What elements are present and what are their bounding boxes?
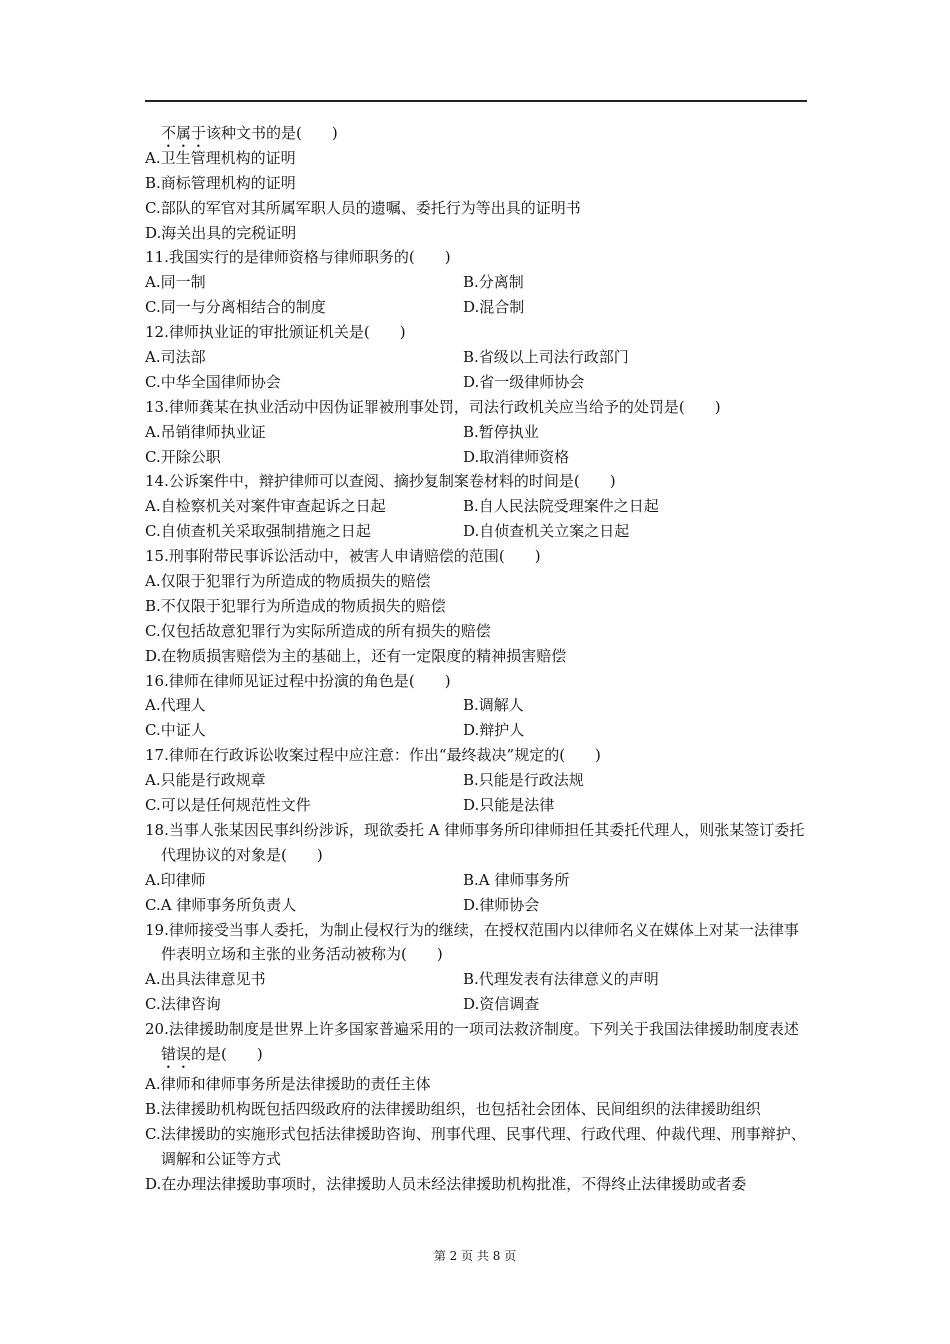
q10-stem-continuation: 不属于该种文书的是( ) [161,124,338,142]
q18-option-a: A.印律师 [145,870,206,889]
q10-option-c: C.部队的军官对其所属军职人员的遗嘱、委托行为等出具的证明书 [145,198,581,217]
q12-option-c: C.中华全国律师协会 [145,372,281,391]
q10-option-b: B.商标管理机构的证明 [145,173,296,192]
q18-option-d: D.律师协会 [463,895,540,914]
q12-stem: 12.律师执业证的审批颁证机关是( ) [145,323,406,342]
q16-option-c: C.中证人 [145,721,206,740]
q16-options-row1 [145,693,809,718]
q14-option-b: B.自人民法院受理案件之日起 [463,497,659,516]
q14-options-row1 [145,494,809,519]
q18-stem: 18.当事人张某因民事纠纷涉诉，现欲委托 A 律师事务所印律师担任其委托代理人，则张某签订委托代理协议的对象是( ) [145,820,805,864]
q20-stem: 20.法律援助制度是世界上许多国家普遍采用的一项司法救济制度。下列关于我国法律援助制度表述错误的是( ) [145,1020,799,1064]
q15-option-a: A.仅限于犯罪行为所造成的物质损失的赔偿 [145,572,431,591]
q17-options-row2 [145,793,809,818]
q16-stem: 16.律师在律师见证过程中扮演的角色是( ) [145,671,451,690]
q13-options-row1 [145,420,809,445]
q12-option-d: D.省一级律师协会 [463,372,585,391]
q12-options-row1 [145,345,809,370]
q11-option-a: A.同一制 [145,273,206,292]
q10-option-a: A.卫生管理机构的证明 [145,148,296,167]
q13-option-b: B.暂停执业 [463,422,539,441]
q17-stem: 17.律师在行政诉讼收案过程中应注意：作出“最终裁决”规定的( ) [145,746,601,765]
q15-option-d: D.在物质损害赔偿为主的基础上，还有一定限度的精神损害赔偿 [145,646,567,665]
q20-option-b: B.法律援助机构既包括四级政府的法律援助组织，也包括社会团体、民间组织的法律援助组织 [145,1099,761,1118]
q11-option-c: C.同一与分离相结合的制度 [145,298,326,317]
q14-option-c: C.自侦查机关采取强制措施之日起 [145,522,371,541]
q11-options-row2 [145,295,809,320]
header-rule [145,100,807,102]
q11-options-row1 [145,270,809,295]
q17-options-row1 [145,768,809,793]
q14-stem: 14.公诉案件中，辩护律师可以查阅、摘抄复制案卷材料的时间是( ) [145,472,616,491]
q11-option-d: D.混合制 [463,298,525,317]
q13-stem: 13.律师龚某在执业活动中因伪证罪被刑事处罚，司法行政机关应当给予的处罚是( ) [145,397,721,416]
page-number-footer: 第 2 页 共 8 页 [433,1249,517,1263]
q13-option-c: C.开除公职 [145,447,221,466]
q19-stem: 19.律师接受当事人委托，为制止侵权行为的继续，在授权范围内以律师名义在媒体上对某一法律事件表明立场和主张的业务活动被称为( ) [145,920,799,964]
q16-option-d: D.辩护人 [463,721,525,740]
q20-option-d: D.在办理法律援助事项时，法律援助人员未经法律援助机构批准，不得终止法律援助或者委 [145,1174,747,1193]
q16-options-row2 [145,718,809,743]
q15-option-c: C.仅包括故意犯罪行为实际所造成的所有损失的赔偿 [145,621,491,640]
q14-options-row2 [145,519,809,544]
q13-option-d: D.取消律师资格 [463,447,570,466]
q18-options-row2 [145,893,809,918]
q17-option-d: D.只能是法律 [463,796,555,815]
q17-option-a: A.只能是行政规章 [145,771,266,790]
q19-option-c: C.法律咨询 [145,995,221,1014]
q17-option-c: C.可以是任何规范性文件 [145,796,311,815]
q16-option-b: B.调解人 [463,696,524,715]
q13-options-row2 [145,445,809,470]
q11-stem: 11.我国实行的是律师资格与律师职务的( ) [145,248,451,267]
q11-option-b: B.分离制 [463,273,524,292]
q12-option-a: A.司法部 [145,348,206,367]
q19-option-a: A.出具法律意见书 [145,970,266,989]
emphasis-text: 不属于 [161,124,207,142]
q15-option-b: B.不仅限于犯罪行为所造成的物质损失的赔偿 [145,596,446,615]
q19-options-row2 [145,992,809,1017]
q18-option-b: B.A 律师事务所 [463,870,570,889]
q14-option-a: A.自检察机关对案件审查起诉之日起 [145,497,386,516]
q12-options-row2 [145,370,809,395]
q19-option-d: D.资信调查 [463,995,540,1014]
q16-option-a: A.代理人 [145,696,206,715]
q18-options-row1 [145,868,809,893]
q10-option-d: D.海关出具的完税证明 [145,223,297,242]
q14-option-d: D.自侦查机关立案之日起 [463,522,630,541]
q19-option-b: B.代理发表有法律意义的声明 [463,970,659,989]
q13-option-a: A.吊销律师执业证 [145,422,266,441]
q12-option-b: B.省级以上司法行政部门 [463,348,629,367]
q15-stem: 15.刑事附带民事诉讼活动中，被害人申请赔偿的范围( ) [145,547,541,566]
q17-option-b: B.只能是行政法规 [463,771,584,790]
q20-option-a: A.律师和律师事务所是法律援助的责任主体 [145,1075,431,1094]
question-list [145,121,809,1197]
q19-options-row1 [145,967,809,992]
q20-option-c: C.法律援助的实施形式包括法律援助咨询、刑事代理、民事代理、行政代理、仲裁代理、刑事辩护、调解和公证等方式 [145,1124,806,1168]
emphasis-text: 错误 [161,1045,192,1064]
q18-option-c: C.A 律师事务所负责人 [145,895,297,914]
